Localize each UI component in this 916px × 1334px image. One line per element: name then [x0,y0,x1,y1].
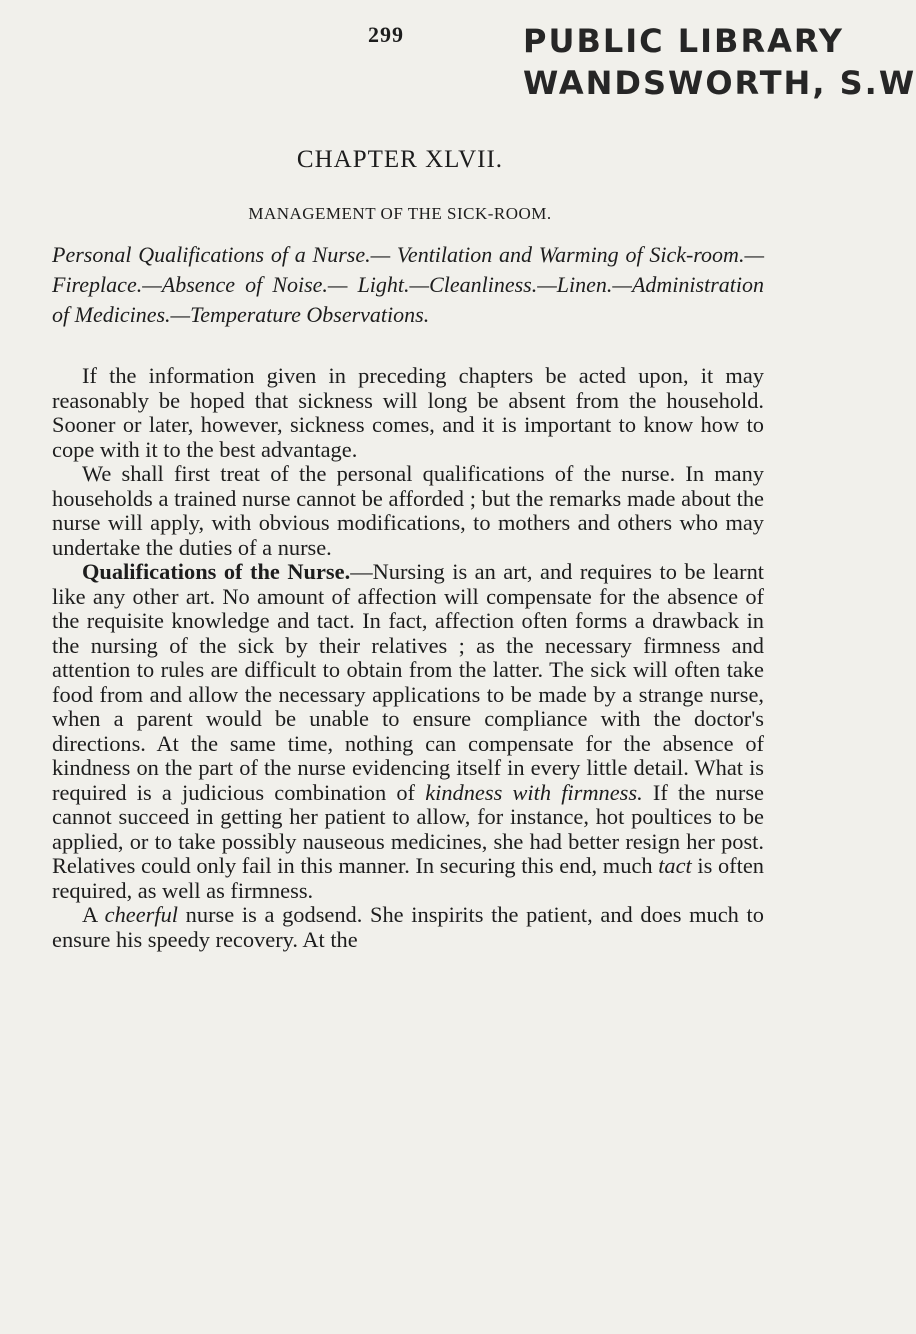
body-text [52,364,764,952]
paragraph-4-emphasis: cheerful [104,902,178,927]
paragraph-3-text-b: If the nurse cannot succeed in getting her patient to allow, for instance, hot poultices to be applied, or to take possibly nauseous medicines, she had better resign her post. Relatives could only fail in this manner. In securing this end, much [52,779,764,878]
paragraph-2: We shall first treat of the personal qualifications of the nurse. In many households a trained nurse cannot be afforded ; but the remarks made about the nurse will apply, with obvious modifications, to mothers and others who may undertake the duties of a nurse. [52,461,764,560]
paragraph-3-emphasis: kindness with firmness. [425,779,643,805]
page-number: 299 [368,22,404,47]
paragraph-3-tact: tact [658,853,692,878]
paragraph-3-text-c: is often required, as well as firmness. [52,853,764,903]
paragraph-3-heading: Qualifications of the Nurse. [82,559,351,584]
paragraph-4-text-b: nurse is a godsend. She inspirits the patient, and does much to ensure his speedy recovery. At the [52,902,764,952]
library-stamp-line1: PUBLIC LIBRARY [523,22,844,60]
library-stamp-line2: WANDSWORTH, S.W [523,64,916,102]
library-stamp [523,20,916,104]
paragraph-3 [52,560,764,903]
chapter-title: CHAPTER XLVII. [296,146,504,173]
paragraph-3-text-a: —Nursing is an art, and requires to be learnt like any other art. No amount of affection will compensate for the absence of the requisite knowledge and tact. In fact, affection often forms a drawback in the nursing of the sick by their relatives ; as the necessary firmness and attention to rules are difficult to obtain from the latter. The sick will often take food from and allow the necessary applications to be made by a strange nurse, when a parent would be unable to ensure compliance with the doctor's directions. At the same time, nothing can compensate for the absence of kindness on the part of the nurse evidencing itself in every little detail. What is required is a judicious combination of [52,559,764,805]
section-title: MANAGEMENT OF THE SICK-ROOM. [248,204,552,223]
paragraph-4-text-a: A [82,902,105,927]
chapter-synopsis: Personal Qualifications of a Nurse.— Ventilation and Warming of Sick-room.—Fireplace.—Absence of Noise.— Light.—Cleanliness.—Linen.—Administration of Medicines.—Temperature Observations. [52,242,764,327]
paragraph-4 [52,903,764,952]
paragraph-1: If the information given in preceding chapters be acted upon, it may reasonably be hoped that sickness will long be absent from the household. Sooner or later, however, sickness comes, and it is important to know how to cope with it to the best advantage. [52,363,764,462]
